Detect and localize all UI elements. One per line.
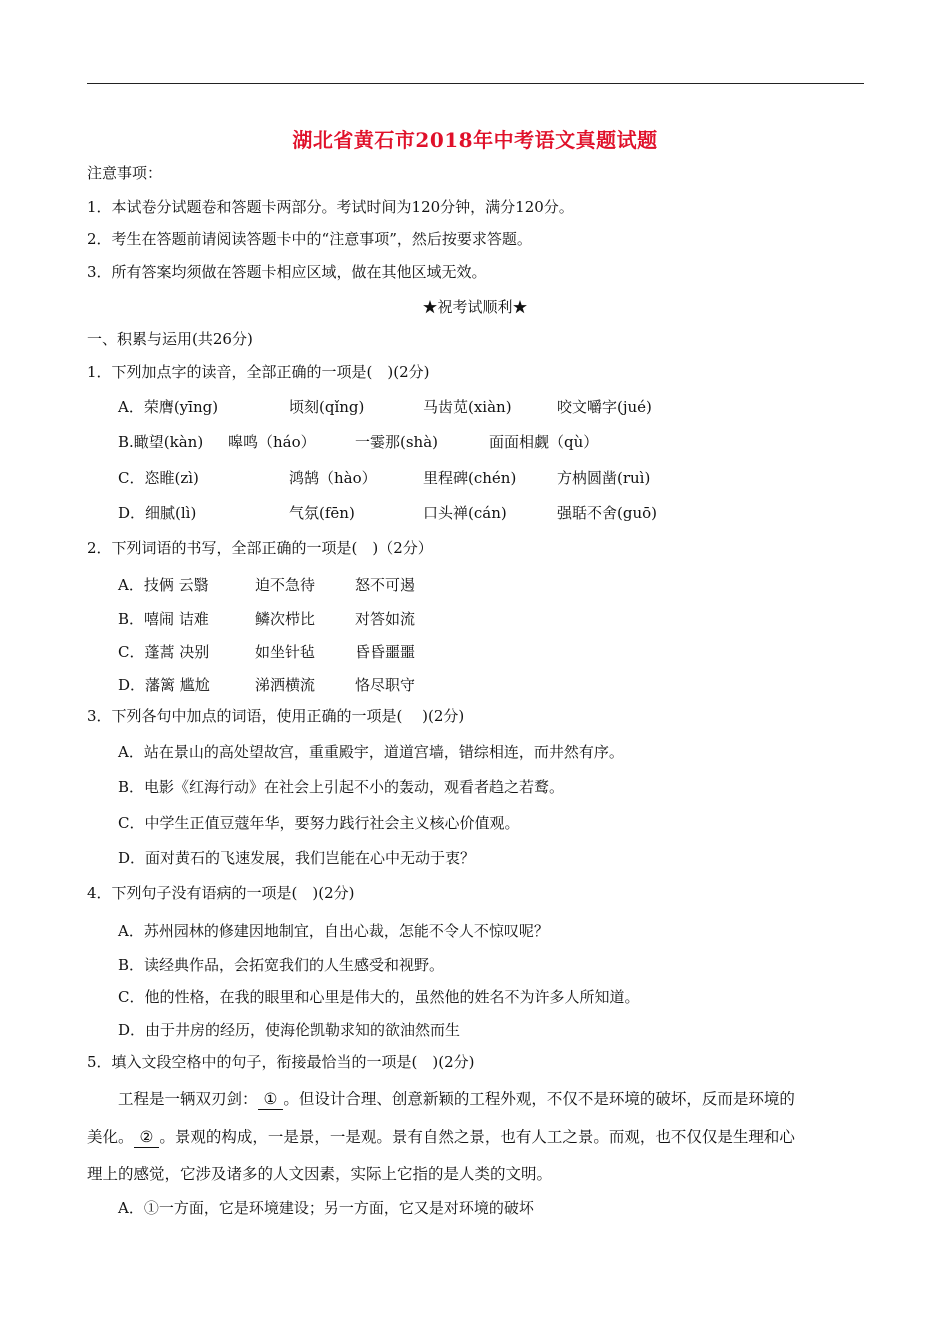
q1-option-d-2: 气氛(fēn) xyxy=(289,504,355,522)
q4-option-c: C．他的性格，在我的眼里和心里是伟大的，虽然他的姓名不为许多人所知道。 xyxy=(118,988,640,1006)
page-title: 湖北省黄石市2018年中考语文真题试题 xyxy=(292,128,658,152)
blessing-line: ★祝考试顺利★ xyxy=(422,298,528,316)
note-item: 1．本试卷分试题卷和答题卡两部分。考试时间为120分钟，满分120分。 xyxy=(87,198,574,216)
q2-option-c-3: 昏昏噩噩 xyxy=(355,643,416,661)
q1-option-a-3: 马齿苋(xiàn) xyxy=(423,398,512,416)
q2-option-d-1: D．藩篱 尴尬 xyxy=(118,676,210,694)
header-rule xyxy=(87,83,864,84)
q1-option-c-4: 方枘圆凿(ruì) xyxy=(557,469,651,487)
question-4-stem: 4．下列句子没有语病的一项是( )(2分) xyxy=(87,884,355,902)
q1-option-c-1: C．恣睢(zì) xyxy=(118,469,199,487)
q1-option-a-1: A．荣膺(yīng) xyxy=(118,398,219,416)
q5-option-a: A．①一方面，它是环境建设；另一方面，它又是对环境的破坏 xyxy=(118,1199,534,1217)
q5-text: 美化。 xyxy=(87,1128,134,1146)
question-1-stem: 1．下列加点字的读音，全部正确的一项是( )(2分) xyxy=(87,363,430,381)
section-heading: 一、积累与运用(共26分) xyxy=(87,330,253,348)
q5-paragraph-line-1 xyxy=(118,1089,898,1110)
q4-option-a: A．苏州园林的修建因地制宜，自出心裁，怎能不令人不惊叹呢？ xyxy=(118,922,549,940)
q1-option-b-2: 嗥鸣（háo） xyxy=(228,433,316,451)
q2-option-c-2: 如坐针毡 xyxy=(255,643,316,661)
q2-option-a-2: 迫不急待 xyxy=(255,576,316,594)
q2-option-b-3: 对答如流 xyxy=(355,610,416,628)
q5-text: 。景观的构成，一是景，一是观。景有自然之景，也有人工之景。而观，也不仅仅是生理和心 xyxy=(159,1128,795,1146)
q1-option-b-3: 一霎那(shà) xyxy=(355,433,439,451)
q2-option-c-1: C．蓬蒿 决别 xyxy=(118,643,210,661)
q1-option-c-2: 鸿鹄（hào） xyxy=(289,469,377,487)
q1-option-a-2: 顷刻(qǐng) xyxy=(289,398,365,416)
q3-option-c: C．中学生正值豆蔻年华，要努力践行社会主义核心价值观。 xyxy=(118,814,520,832)
q4-option-b: B．读经典作品，会拓宽我们的人生感受和视野。 xyxy=(118,956,445,974)
q1-option-b-4: 面面相觑（qù） xyxy=(489,433,599,451)
q1-option-d-4: 强聒不舍(guō) xyxy=(557,504,657,522)
q1-option-b-1: B.瞰望(kàn) xyxy=(118,433,204,451)
blank-2: ② xyxy=(134,1127,160,1148)
q5-paragraph-line-3: 理上的感觉，它涉及诸多的人文因素，实际上它指的是人类的文明。 xyxy=(87,1165,553,1183)
q2-option-b-1: B．嘻闹 诘难 xyxy=(118,610,209,628)
note-item: 2．考生在答题前请阅读答题卡中的“注意事项”，然后按要求答题。 xyxy=(87,230,532,248)
q2-option-a-1: A．技俩 云翳 xyxy=(118,576,209,594)
q1-option-a-4: 咬文嚼字(jué) xyxy=(557,398,652,416)
q2-option-a-3: 怒不可遏 xyxy=(355,576,416,594)
q5-text: 工程是一辆双刃剑： xyxy=(118,1090,258,1108)
q3-option-b: B．电影《红海行动》在社会上引起不小的轰动，观看者趋之若鹜。 xyxy=(118,778,565,796)
q4-option-d: D．由于井房的经历，使海伦凯勒求知的欲油然而生 xyxy=(118,1021,461,1039)
blank-1: ① xyxy=(258,1089,284,1110)
question-5-stem: 5．填入文段空格中的句子，衔接最恰当的一项是( )(2分) xyxy=(87,1053,475,1071)
notes-heading: 注意事项： xyxy=(87,164,163,182)
q3-option-d: D．面对黄石的飞速发展，我们岂能在心中无动于衷？ xyxy=(118,849,476,867)
q5-text: 。但设计合理、创意新颖的工程外观，不仅不是环境的破坏，反而是环境的 xyxy=(283,1090,795,1108)
q1-option-d-1: D．细腻(lì) xyxy=(118,504,197,522)
question-2-stem: 2．下列词语的书写，全部正确的一项是( )（2分） xyxy=(87,539,433,557)
question-3-stem: 3．下列各句中加点的词语，使用正确的一项是( )(2分) xyxy=(87,707,465,725)
q2-option-d-3: 恪尽职守 xyxy=(355,676,416,694)
q2-option-b-2: 鳞次栉比 xyxy=(255,610,316,628)
q5-paragraph-line-2 xyxy=(87,1127,867,1148)
q1-option-c-3: 里程碑(chén) xyxy=(423,469,517,487)
q2-option-d-2: 涕洒横流 xyxy=(255,676,316,694)
note-item: 3．所有答案均须做在答题卡相应区域，做在其他区域无效。 xyxy=(87,263,487,281)
q1-option-d-3: 口头禅(cán) xyxy=(423,504,507,522)
q3-option-a: A．站在景山的高处望故宫，重重殿宇，道道宫墙，错综相连，而井然有序。 xyxy=(118,743,624,761)
